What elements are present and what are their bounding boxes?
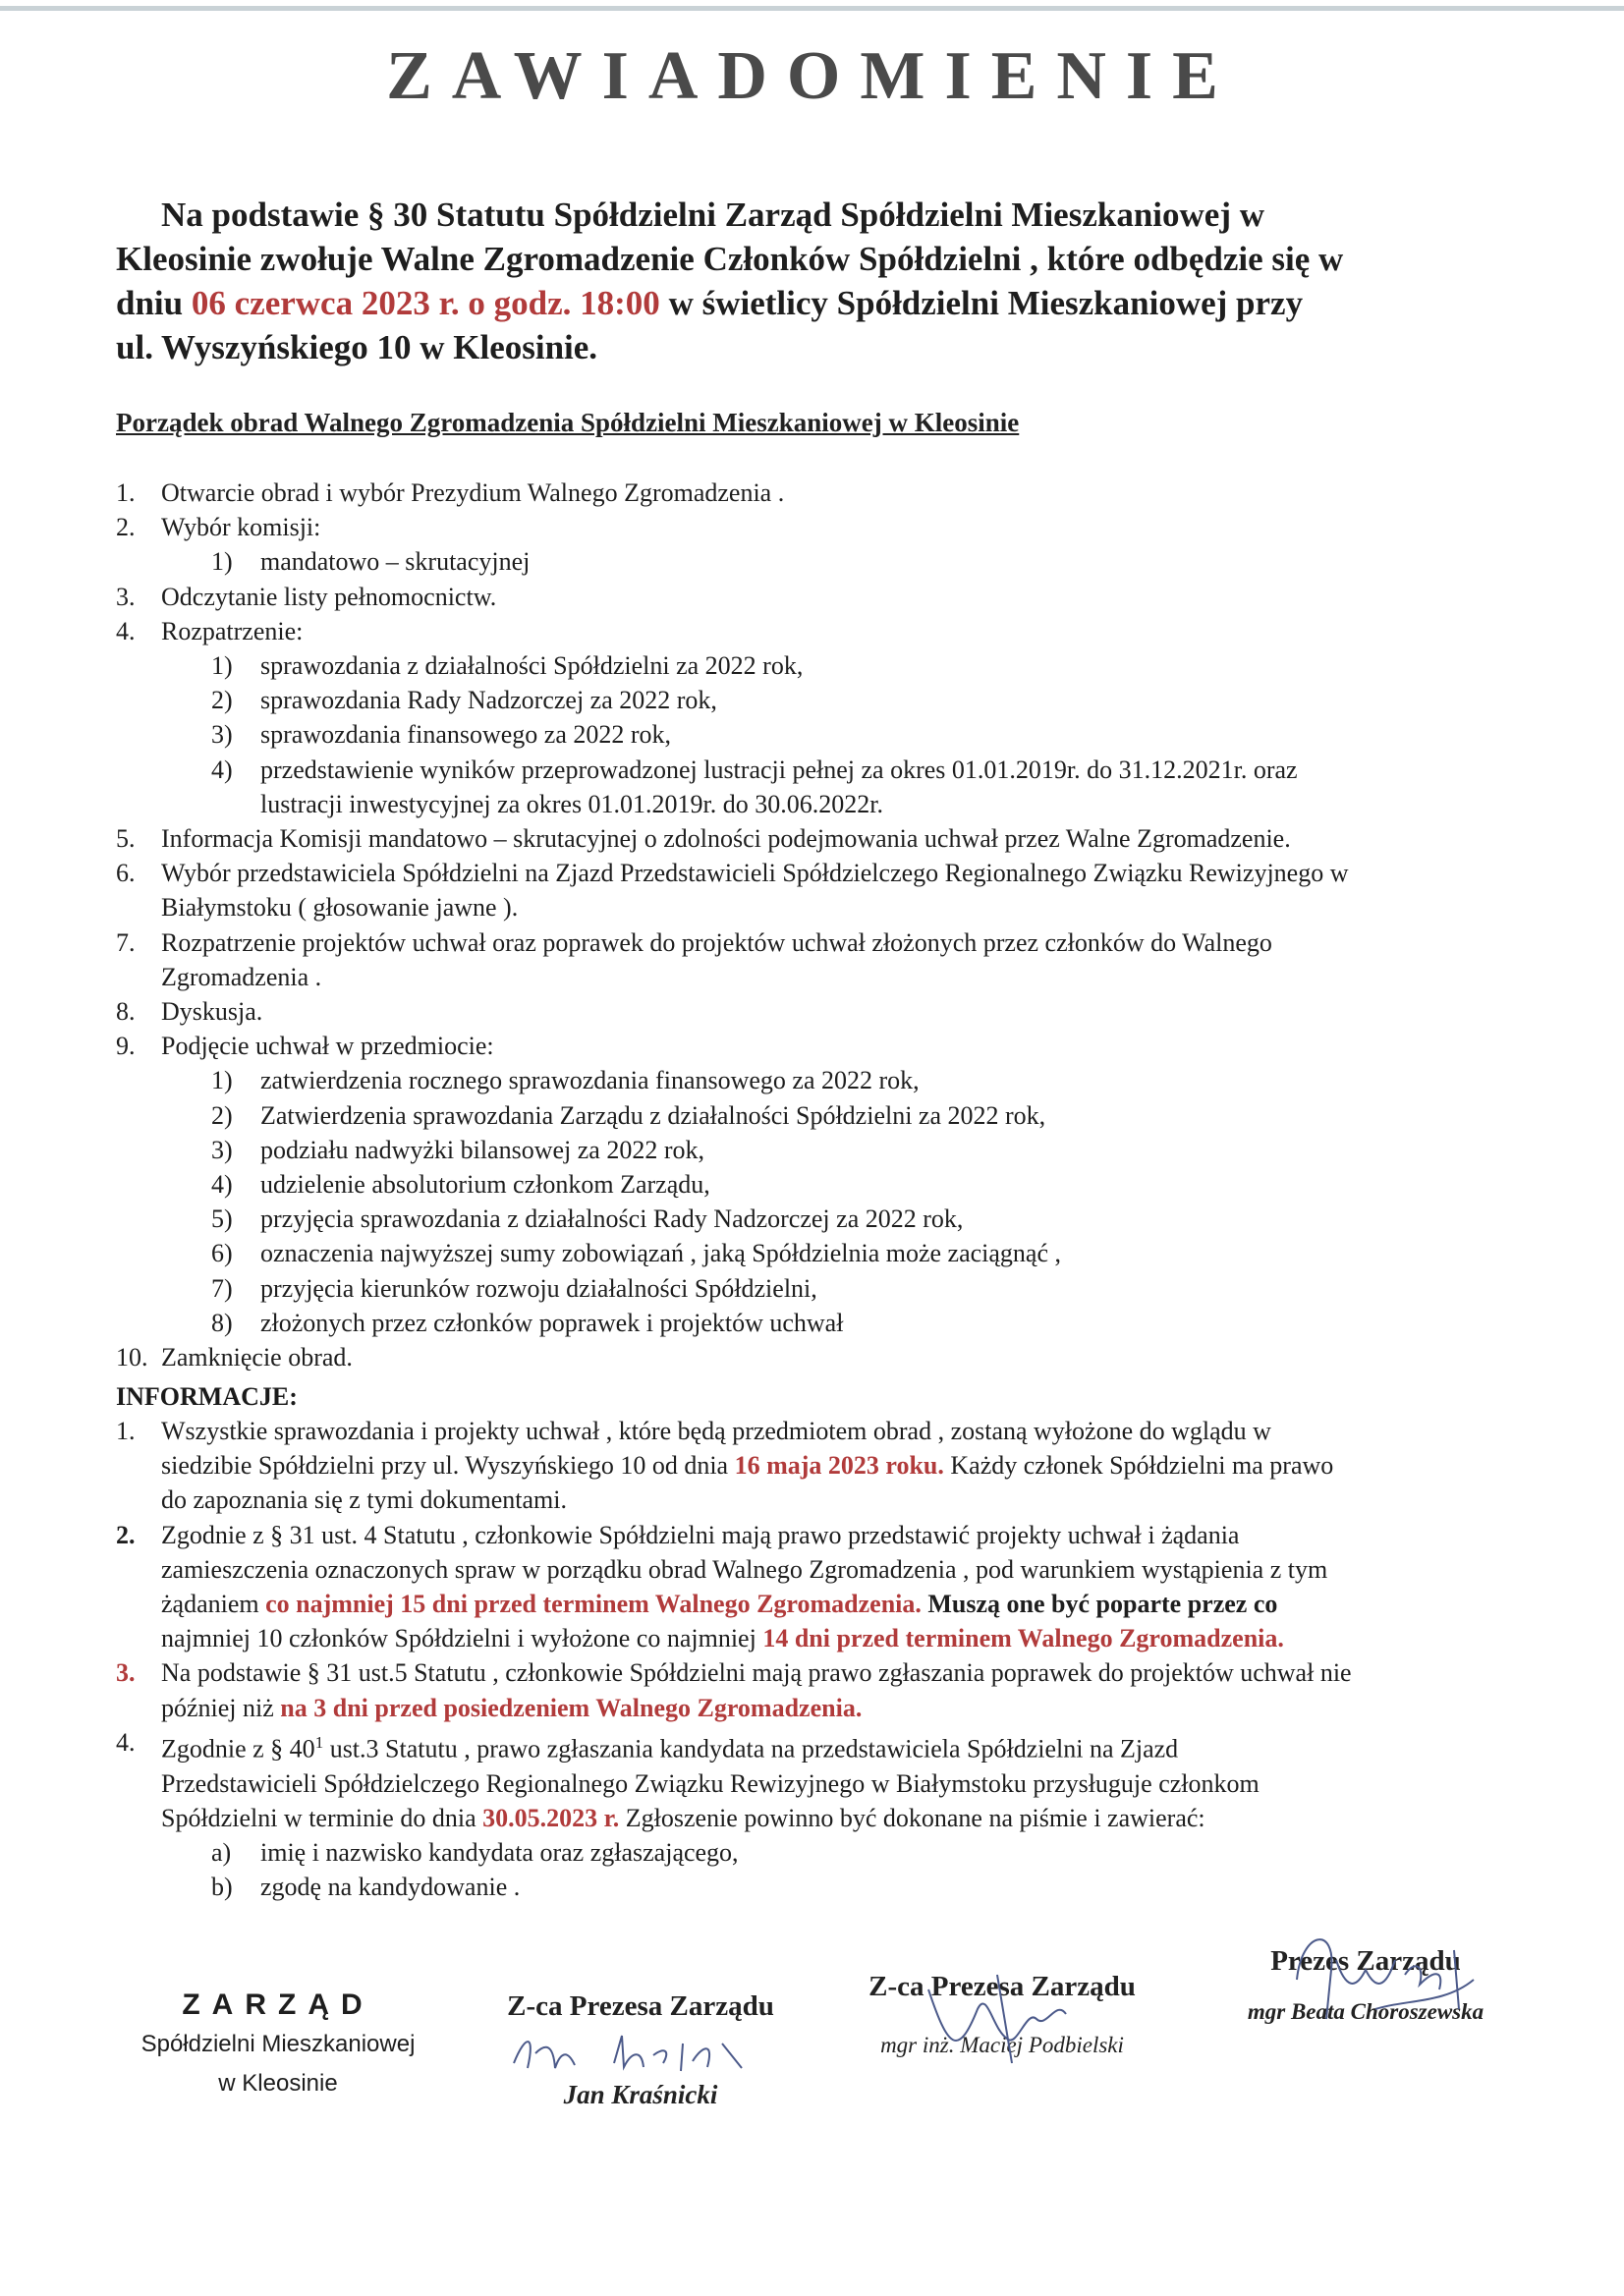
agenda-subitem-number: 4) <box>211 1170 233 1200</box>
agenda-subitem-number: 6) <box>211 1239 233 1268</box>
info-item-line <box>116 1655 1570 1690</box>
agenda-subitem-text: mandatowo – skrutacyjnej <box>260 547 531 577</box>
signature-role: Z-ca Prezesa Zarządu <box>868 1971 1136 2002</box>
agenda-item <box>116 1340 1570 1374</box>
agenda-item-text: Wybór przedstawiciela Spółdzielni na Zjazd Przedstawicieli Spółdzielczego Regionalnego Związku Rewizyjnego w <box>161 859 1349 888</box>
agenda-item-number: 7. <box>116 927 136 957</box>
intro-line-4: ul. Wyszyńskiego 10 w Kleosinie. <box>116 328 598 366</box>
agenda-subitem-number: 1) <box>211 547 233 577</box>
agenda-item <box>116 510 1570 544</box>
agenda-subitem-number: 5) <box>211 1204 233 1234</box>
board-line-1: Spółdzielni Mieszkaniowej <box>140 2031 416 2057</box>
agenda-subitem <box>116 1063 1570 1097</box>
agenda-subitem-text: udzielenie absolutorium członkom Zarządu, <box>260 1170 710 1200</box>
info-item-line <box>116 1587 1570 1621</box>
agenda-item-number: 4. <box>116 616 136 645</box>
agenda-subitem <box>116 1202 1570 1236</box>
document-title: ZAWIADOMIENIE <box>386 38 1238 114</box>
info-subitem-text: zgodę na kandydowanie . <box>260 1873 521 1902</box>
agenda-subitem-text: przedstawienie wyników przeprowadzonej lustracji pełnej za okres 01.01.2019r. do 31.12.2021r. oraz <box>260 755 1298 784</box>
agenda-subitem-text: oznaczenia najwyższej sumy zobowiązań , jaką Spółdzielnia może zaciągnąć , <box>260 1239 1062 1268</box>
highlighted-deadline: co najmniej 15 dni przed terminem Walnego Zgromadzenia. <box>265 1590 922 1619</box>
agenda-item-number: 2. <box>116 513 136 542</box>
info-text-segment: Spółdzielni w terminie do dnia <box>161 1803 483 1832</box>
info-text-segment: Zgodnie z § 31 ust. 4 Statutu , członkowie Spółdzielni mają prawo przedstawić projekty uchwał i żądania <box>161 1520 1240 1549</box>
info-text-segment: Zgłoszenie powinno być dokonane na piśmie i zawierać: <box>619 1803 1205 1832</box>
info-item-line <box>116 1483 1570 1517</box>
signature-vice-president-1 <box>493 1990 788 2110</box>
info-text-segment: Na podstawie § 31 ust.5 Statutu , członkowie Spółdzielni mają prawo zgłaszania poprawek do projektów uchwał nie <box>161 1658 1352 1688</box>
agenda-subitem-text: sprawozdania z działalności Spółdzielni za 2022 rok, <box>260 651 804 681</box>
top-rule <box>0 6 1624 11</box>
agenda-subitem-number: 8) <box>211 1308 233 1337</box>
agenda-item-number: 1. <box>116 478 136 507</box>
agenda-subitem-text: podziału nadwyżki bilansowej za 2022 rok, <box>260 1135 704 1164</box>
info-text-segment: Zgodnie z § 40 <box>161 1734 315 1764</box>
agenda-subitem-continuation: lustracji inwestycyjnej za okres 01.01.2019r. do 30.06.2022r. <box>260 789 884 818</box>
info-text-segment: do zapoznania się z tymi dokumentami. <box>161 1485 567 1515</box>
agenda-subitem <box>116 753 1570 787</box>
info-item-number: 3. <box>116 1658 136 1688</box>
agenda-item-number: 10. <box>116 1343 148 1372</box>
agenda-subitem <box>116 1271 1570 1306</box>
agenda-item-text: Zgromadzenia . <box>161 962 322 991</box>
info-item-line <box>116 1518 1570 1552</box>
agenda-item-text: Informacja Komisji mandatowo – skrutacyjnej o zdolności podejmowania uchwał przez Walne Zgromadzenie. <box>161 824 1291 854</box>
agenda-subitem-text: złożonych przez członków poprawek i projektów uchwał <box>260 1308 844 1337</box>
board-stamp <box>116 1988 440 2100</box>
agenda-item <box>116 960 1570 994</box>
agenda-item <box>116 994 1570 1029</box>
info-text-segment: 1 <box>314 1732 324 1752</box>
signature-name: mgr inż. Maciej Podbielski <box>880 2033 1124 2057</box>
agenda-subitem <box>116 1236 1570 1270</box>
agenda-item <box>116 476 1570 510</box>
highlighted-deadline: 14 dni przed terminem Walnego Zgromadzenia. <box>762 1624 1284 1653</box>
info-item-line <box>116 1414 1570 1448</box>
info-item-line <box>116 1801 1570 1835</box>
agenda-subitem <box>116 1306 1570 1340</box>
signature-vice-president-2 <box>845 1971 1159 2058</box>
board-title: ZARZĄD <box>182 1988 374 2021</box>
agenda-item-text: Rozpatrzenie: <box>161 616 304 645</box>
agenda-item-number: 8. <box>116 997 136 1027</box>
agenda-item-number: 6. <box>116 859 136 888</box>
info-subitem-number: a) <box>211 1838 232 1868</box>
agenda-item-number: 5. <box>116 824 136 854</box>
highlighted-deadline: 30.05.2023 r. <box>482 1803 620 1832</box>
agenda-subitem-text: przyjęcia sprawozdania z działalności Rady Nadzorczej za 2022 rok, <box>260 1204 964 1234</box>
info-text-segment: Wszystkie sprawozdania i projekty uchwał , które będą przedmiotem obrad , zostaną wyłożone do wglądu w <box>161 1417 1271 1445</box>
agenda-item <box>116 1029 1570 1063</box>
agenda-subitem-text: sprawozdania finansowego za 2022 rok, <box>260 720 672 750</box>
signature-role: Z-ca Prezesa Zarządu <box>507 1990 774 2022</box>
info-item-line <box>116 1766 1570 1801</box>
info-text-segment: najmniej 10 członków Spółdzielni i wyłożone co najmniej <box>161 1624 763 1653</box>
info-text-segment: siedzibie Spółdzielni przy ul. Wyszyńskiego 10 od dnia <box>161 1451 735 1481</box>
agenda-subitem <box>116 1133 1570 1167</box>
agenda-subitem-text: Zatwierdzenia sprawozdania Zarządu z działalności Spółdzielni za 2022 rok, <box>260 1100 1046 1130</box>
agenda-subitem-number: 2) <box>211 1100 233 1130</box>
info-item-number: 4. <box>116 1727 136 1757</box>
signature-name: Jan Kraśnicki <box>563 2080 718 2109</box>
info-text-segment: Każdy członek Spółdzielni ma prawo <box>943 1451 1334 1481</box>
agenda-item <box>116 856 1570 890</box>
agenda-item-text: Otwarcie obrad i wybór Prezydium Walnego Zgromadzenia . <box>161 478 785 507</box>
highlighted-deadline: 16 maja 2023 roku. <box>734 1451 944 1481</box>
info-list <box>116 1414 1570 1905</box>
agenda-item <box>116 580 1570 614</box>
intro-paragraph <box>116 193 1531 369</box>
agenda-heading: Porządek obrad Walnego Zgromadzenia Spółdzielni Mieszkaniowej w Kleosinie <box>116 408 1020 437</box>
agenda-item-number: 3. <box>116 582 136 611</box>
info-text-segment: żądaniem <box>161 1590 266 1619</box>
info-item-number: 2. <box>116 1520 136 1549</box>
agenda-subitem-number: 1) <box>211 651 233 681</box>
agenda-subitem-text: zatwierdzenia rocznego sprawozdania finansowego za 2022 rok, <box>260 1066 920 1095</box>
signature-president <box>1208 1945 1523 2025</box>
info-text-segment: zamieszczenia oznaczonych spraw w porządku obrad Walnego Zgromadzenia , pod warunkiem wystąpienia z tym <box>161 1554 1328 1584</box>
meeting-date-time: 06 czerwca 2023 r. o godz. 18:00 <box>191 284 660 322</box>
agenda-item-text: Zamknięcie obrad. <box>161 1343 353 1372</box>
signature-name: mgr Beata Choroszewska <box>1247 1999 1484 2024</box>
info-item-line <box>116 1448 1570 1483</box>
agenda-subitem-number: 2) <box>211 686 233 715</box>
agenda-item-text: Odczytanie listy pełnomocnictw. <box>161 582 497 611</box>
info-item-number: 1. <box>116 1417 136 1445</box>
info-text-segment: Przedstawicieli Spółdzielczego Regionalnego Związku Rewizyjnego w Białymstoku przysługuje członkom <box>161 1768 1260 1798</box>
intro-line-2: Kleosinie zwołuje Walne Zgromadzenie Członków Spółdzielni , które odbędzie się w <box>116 240 1344 278</box>
agenda-subitem-number: 7) <box>211 1273 233 1303</box>
info-text-segment: Muszą one być poparte przez co <box>921 1590 1278 1619</box>
agenda-item-number: 9. <box>116 1032 136 1061</box>
agenda-item-text: Rozpatrzenie projektów uchwał oraz poprawek do projektów uchwał złożonych przez członków do Walnego <box>161 927 1272 957</box>
agenda-subitem <box>116 717 1570 752</box>
agenda-subitem <box>116 683 1570 717</box>
agenda-item <box>116 925 1570 960</box>
info-text-segment: później niż <box>161 1693 281 1722</box>
agenda-subitem-number: 1) <box>211 1066 233 1095</box>
highlighted-deadline: na 3 dni przed posiedzeniem Walnego Zgromadzenia. <box>280 1693 863 1722</box>
info-subitem-text: imię i nazwisko kandydata oraz zgłaszającego, <box>260 1838 739 1868</box>
agenda-subitem-text: sprawozdania Rady Nadzorczej za 2022 rok, <box>260 686 717 715</box>
info-item-line <box>116 1552 1570 1587</box>
agenda-item <box>116 890 1570 924</box>
agenda-item <box>116 821 1570 856</box>
info-text-segment: ust.3 Statutu , prawo zgłaszania kandydata na przedstawiciela Spółdzielni na Zjazd <box>323 1734 1179 1764</box>
agenda-item-text: Wybór komisji: <box>161 513 321 542</box>
agenda-subitem <box>116 1167 1570 1202</box>
agenda-item <box>116 614 1570 648</box>
info-title: INFORMACJE: <box>116 1382 298 1411</box>
agenda-subitem <box>116 1098 1570 1133</box>
info-item-line <box>116 1691 1570 1725</box>
info-subitem <box>116 1835 1570 1870</box>
info-subitem <box>116 1870 1570 1904</box>
signature-role: Prezes Zarządu <box>1270 1945 1461 1977</box>
agenda-subitem <box>116 648 1570 683</box>
board-line-2: w Kleosinie <box>218 2070 338 2097</box>
agenda-item-text: Dyskusja. <box>161 997 263 1027</box>
info-subitem-number: b) <box>211 1873 233 1902</box>
info-item-line <box>116 1725 1570 1766</box>
agenda-item-text: Białymstoku ( głosowanie jawne ). <box>161 893 519 923</box>
agenda-subitem-number: 3) <box>211 1135 233 1164</box>
info-item-line <box>116 1621 1570 1655</box>
intro-line-3: dniu 06 czerwca 2023 r. o godz. 18:00 w świetlicy Spółdzielni Mieszkaniowej przy <box>116 284 1304 322</box>
agenda-list <box>116 476 1570 1374</box>
agenda-subitem-text: przyjęcia kierunków rozwoju działalności Spółdzielni, <box>260 1273 817 1303</box>
agenda-item-text: Podjęcie uchwał w przedmiocie: <box>161 1032 494 1061</box>
intro-line-1: Na podstawie § 30 Statutu Spółdzielni Zarząd Spółdzielni Mieszkaniowej w <box>161 196 1265 234</box>
agenda-subitem-number: 3) <box>211 720 233 750</box>
agenda-subitem-number: 4) <box>211 755 233 784</box>
agenda-subitem <box>116 544 1570 579</box>
